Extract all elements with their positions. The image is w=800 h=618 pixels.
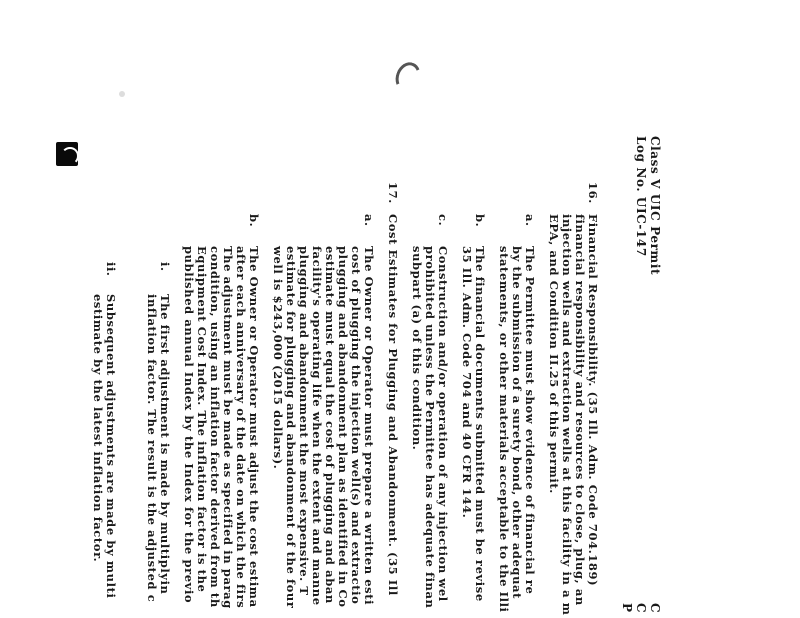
corner-fragment-2: C [634, 603, 648, 614]
section-number-16: 16. [586, 182, 600, 204]
sc-line: Construction and/or operation of any injection wel [436, 246, 450, 602]
sii-line: Subsequent adjustments are made by multi [104, 294, 118, 599]
sa2-line: facility's operating life when the extent and manne [310, 246, 324, 606]
subsection-a2: a. [362, 214, 376, 227]
section-number-17: 17. [386, 182, 400, 204]
item-i: i. [158, 262, 172, 272]
sa2-line: well is $243,000 (2015 dollars). [271, 246, 285, 470]
document-text-tail [0, 0, 140, 618]
sb-line: 35 Ill. Adm. Code 704 and 40 CFR 144. [460, 246, 474, 519]
sb2-line: after each anniversary of the date on which the firs [234, 246, 248, 609]
sa2-line: plugging and abandonment plan as identified in Co [336, 246, 350, 608]
subsection-c: c. [436, 214, 450, 227]
s16-line: EPA, and Condition II.25 of this permit. [547, 214, 561, 494]
corner-fragment-1: C [648, 603, 662, 614]
sb2-line: published annual Index by the Index for the previo [182, 246, 196, 604]
sb2-line: The adjustment must be made as specified in parag [221, 246, 235, 609]
sa2-line: The Owner or Operator must prepare a written esti [362, 246, 376, 606]
subsection-b2: b. [247, 214, 261, 228]
sc-line: prohibited unless the Permittee has adequate finan [423, 246, 437, 609]
s16-line: financial responsibility and resources to close, plug, an [573, 214, 587, 606]
sb2-line: condition, using an inflation factor derived from th [208, 246, 222, 608]
sc-line: subpart (a) of this condition. [410, 246, 424, 451]
sb2-line: The Owner or Operator must adjust the cost estima [247, 246, 261, 608]
subsection-b: b. [473, 214, 487, 228]
sii-line: estimate by the latest inflation factor. [91, 294, 105, 563]
sa2-line: estimate for plugging and abandonment of the four [284, 246, 298, 609]
si-line: The first adjustment is made by multiplyin [158, 294, 172, 595]
sb-line: The financial documents submitted must be revise [473, 246, 487, 602]
sa2-line: estimate must equal the cost of plugging and aban [323, 246, 337, 604]
s16-line: Financial Responsibility. (35 Ill. Adm. Code 704.189) [586, 214, 600, 587]
subsection-a: a. [523, 214, 537, 227]
sa2-line: cost of plugging the injection well(s) and extractio [349, 246, 363, 605]
sa2-line: plugging and abandonment the most expensive. T [297, 246, 311, 596]
corner-fragment-3: P [620, 603, 634, 613]
log-number-header: Log No. UIC-147 [634, 136, 648, 257]
s16-line: injection wells and extraction wells at this facility in a m [560, 214, 574, 616]
item-ii: ii. [104, 262, 118, 277]
permit-class-header: Class V UIC Permit [648, 136, 662, 276]
sa-line: statements, or other materials acceptable to the Illi [497, 246, 511, 613]
sa-line: by the submission of a surety bond, other adequat [510, 246, 524, 599]
s17-line: Cost Estimates for Plugging and Abandonment. (35 Ill [386, 214, 400, 596]
sa-line: The Permittee must show evidence of financial re [523, 246, 537, 595]
si-line: inflation factor. The result is the adjusted c [145, 294, 159, 603]
sb2-line: Equipment Cost Index. The inflation factor is the [195, 246, 209, 593]
